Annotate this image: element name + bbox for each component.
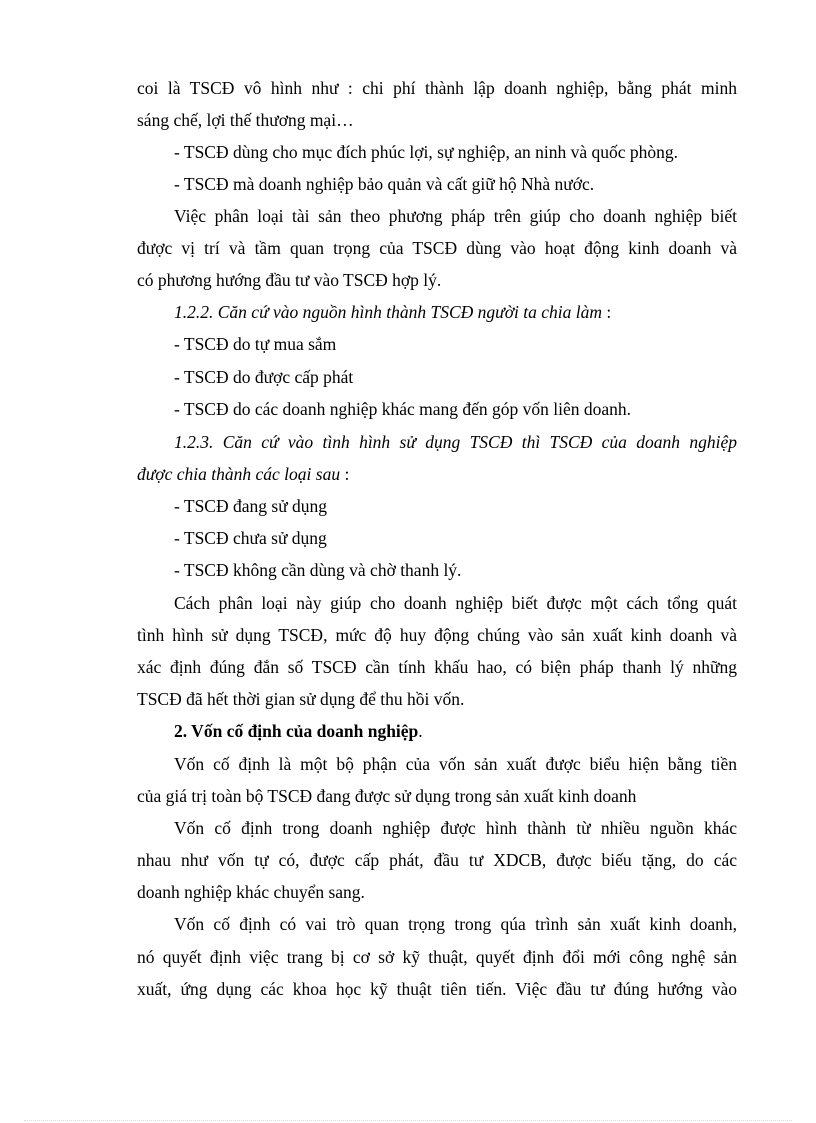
text-line: Vốn cố định có vai trò quan trọng trong qúa trình sản xuất kinh doanh, — [174, 914, 737, 934]
text-line: của giá trị toàn bộ TSCĐ đang được sử dụng trong sản xuất kinh doanh — [137, 786, 637, 806]
text-line: Việc phân loại tài sản theo phương pháp trên giúp cho doanh nghiệp biết — [174, 206, 737, 226]
bullet-item: - TSCĐ dùng cho mục đích phúc lợi, sự nghiệp, an ninh và quốc phòng. — [174, 142, 678, 162]
text-line: TSCĐ đã hết thời gian sử dụng để thu hồi vốn. — [137, 689, 465, 709]
bullet-item: - TSCĐ đang sử dụng — [174, 496, 328, 516]
text-line: Vốn cố định là một bộ phận của vốn sản xuất được biểu hiện bằng tiền — [174, 754, 737, 774]
text-line: nó quyết định việc trang bị cơ sở kỹ thuật, quyết định đổi mới công nghệ sản — [137, 947, 737, 967]
section-heading-1-2-3: 1.2.3. Căn cứ vào tình hình sử dụng TSCĐ thì TSCĐ của doanh nghiệp — [174, 432, 737, 452]
section-heading-1-2-2 — [174, 301, 737, 323]
section-heading-1-2-3-cont — [137, 463, 737, 485]
text-line: Vốn cố định trong doanh nghiệp được hình thành từ nhiều nguồn khác — [174, 818, 737, 838]
text-line: có phương hướng đầu tư vào TSCĐ hợp lý. — [137, 270, 442, 290]
bullet-item: - TSCĐ do được cấp phát — [174, 367, 354, 387]
text-line: tình hình sử dụng TSCĐ, mức độ huy động chúng vào sản xuất kinh doanh và — [137, 625, 737, 645]
heading-colon: : — [602, 302, 612, 322]
text-line: nhau như vốn tự có, được cấp phát, đầu tư XDCB, được biếu tặng, do các — [137, 850, 737, 870]
heading-colon: : — [340, 464, 350, 484]
section-heading-2 — [174, 720, 737, 742]
text-line: doanh nghiệp khác chuyển sang. — [137, 882, 365, 902]
text-line: xuất, ứng dụng các khoa học kỹ thuật tiên tiến. Việc đầu tư đúng hướng vào — [137, 979, 737, 999]
heading-text: 1.2.2. Căn cứ vào nguồn hình thành TSCĐ người ta chia làm — [174, 302, 603, 322]
heading-period: . — [418, 721, 423, 741]
heading-text: được chia thành các loại sau — [137, 464, 341, 484]
bullet-item: - TSCĐ do tự mua sắm — [174, 334, 337, 354]
bullet-item: - TSCĐ chưa sử dụng — [174, 528, 327, 548]
page-footer-divider — [24, 1120, 792, 1121]
text-line: sáng chế, lợi thế thương mại… — [137, 110, 354, 130]
text-line: coi là TSCĐ vô hình như : chi phí thành lập doanh nghiệp, bằng phát minh — [137, 78, 737, 98]
text-line: Cách phân loại này giúp cho doanh nghiệp biết được một cách tổng quát — [174, 593, 737, 613]
bullet-item: - TSCĐ không cần dùng và chờ thanh lý. — [174, 560, 462, 580]
bullet-item: - TSCĐ do các doanh nghiệp khác mang đến góp vốn liên doanh. — [174, 399, 632, 419]
heading-text: 2. Vốn cố định của doanh nghiệp — [174, 721, 419, 741]
text-line: được vị trí và tầm quan trọng của TSCĐ dùng vào hoạt động kinh doanh và — [137, 238, 737, 258]
text-line: xác định đúng đắn số TSCĐ cần tính khấu hao, có biện pháp thanh lý những — [137, 657, 737, 677]
bullet-item: - TSCĐ mà doanh nghiệp bảo quản và cất giữ hộ Nhà nước. — [174, 174, 595, 194]
